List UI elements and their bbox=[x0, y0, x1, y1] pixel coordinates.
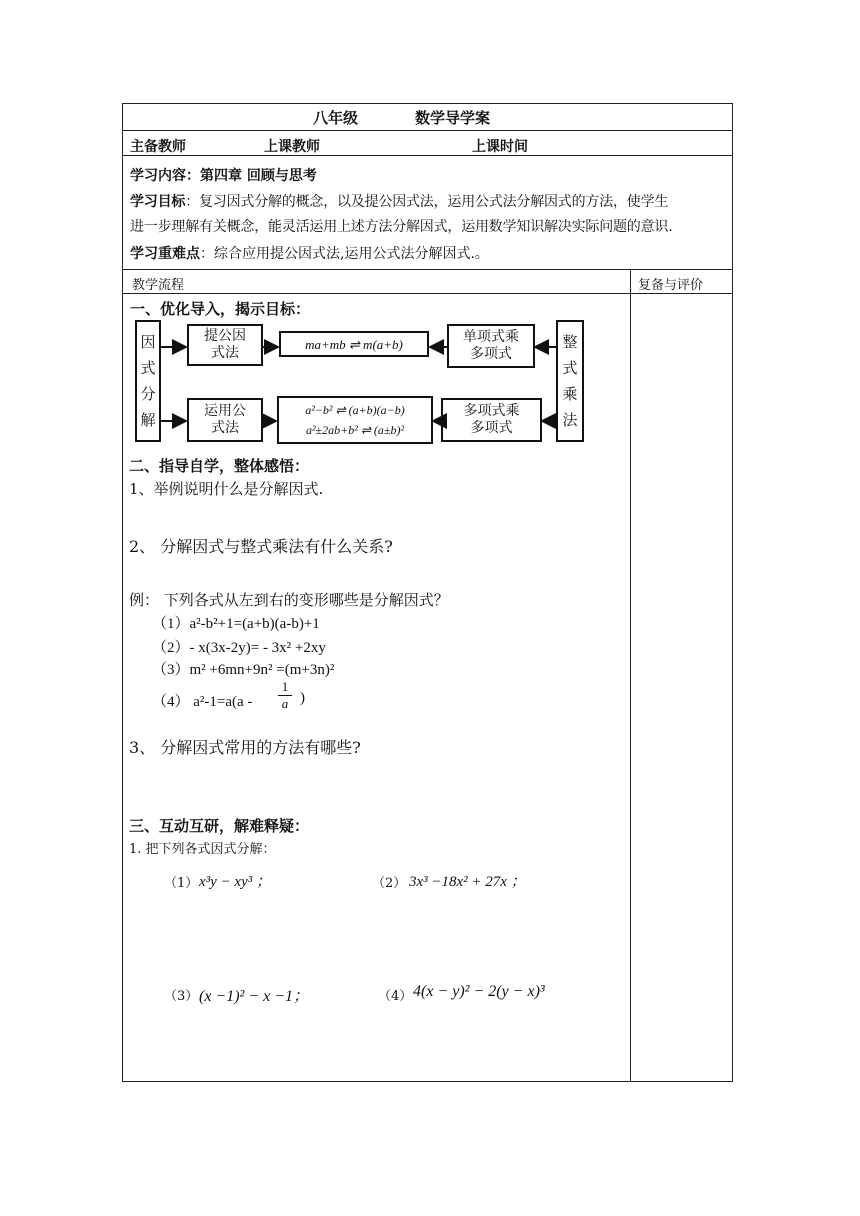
monomial-times-polynomial-box bbox=[447, 324, 535, 368]
factor-task: 1. 把下列各式因式分解： bbox=[129, 842, 276, 857]
factorization-char: 分 bbox=[140, 385, 156, 403]
example-4-prefix: （4） a²-1=a(a - bbox=[152, 694, 253, 710]
key-label: 学习重难点 bbox=[130, 246, 200, 262]
question-2: 2、 分解因式与整式乘法有什么关系? bbox=[129, 537, 393, 556]
problem-2-expression: 3x³ −18x² + 27x ； bbox=[409, 874, 526, 890]
content-label: 学习内容： bbox=[130, 168, 200, 184]
key-text: ：综合应用提公因式法,运用公式法分解因式.。 bbox=[200, 246, 489, 262]
factorization-box bbox=[135, 320, 161, 442]
multiplication-char: 乘 bbox=[562, 385, 578, 403]
difference-of-squares-formula: a²−b² ⇌ (a+b)(a−b) bbox=[305, 403, 405, 417]
example-3: （3）m² +6mn+9n² =(m+3n)² bbox=[152, 662, 335, 678]
problem-1-label: （1） bbox=[164, 876, 199, 891]
square-formulas-box bbox=[277, 396, 433, 444]
question-3: 3、 分解因式常用的方法有哪些? bbox=[129, 738, 361, 757]
factorization-char: 式 bbox=[140, 359, 156, 377]
example-1: （1）a²-b²+1=(a+b)(a-b)+1 bbox=[152, 616, 320, 632]
mult-line: 多项式 bbox=[470, 420, 513, 436]
multiplication-char: 整 bbox=[562, 333, 578, 351]
fraction-denominator: a bbox=[278, 695, 292, 712]
example-intro: 例： 下列各式从左到右的变形哪些是分解因式？ bbox=[129, 591, 449, 609]
flow-column-header: 教学流程 bbox=[132, 278, 185, 293]
problem-3-label: （3） bbox=[164, 989, 199, 1004]
section3-title: 三、互动互研，解难释疑： bbox=[129, 817, 310, 835]
polynomial-times-polynomial-box bbox=[441, 398, 542, 442]
mult-line: 多项式 bbox=[470, 346, 512, 362]
class-time-label: 上课时间 bbox=[472, 139, 528, 155]
problem-2-label: （2） bbox=[372, 876, 407, 891]
method-line: 式法 bbox=[211, 345, 239, 361]
section2-title: 二、指导自学，整体感悟： bbox=[129, 457, 310, 475]
problem-3-expression: (x −1)² − x −1； bbox=[199, 988, 310, 1005]
example-4-fraction bbox=[278, 679, 292, 712]
example-4-suffix: ) bbox=[300, 690, 305, 706]
goal-text-1: ：复习因式分解的概念，以及提公因式法，运用公式法分解因式的方法，使学生 bbox=[185, 194, 669, 210]
problem-1-expression: x³y − xy³ ； bbox=[199, 874, 271, 890]
problem-4-expression: 4(x − y)² − 2(y − x)³ bbox=[413, 983, 545, 1000]
common-factor-method-box bbox=[187, 324, 263, 366]
polynomial-multiplication-box bbox=[556, 320, 584, 442]
common-factor-formula-box: ma+mb ⇌ m(a+b) bbox=[279, 331, 429, 357]
fraction-numerator: 1 bbox=[281, 679, 289, 694]
class-teacher-label: 上课教师 bbox=[264, 139, 320, 155]
subject-title: 数学导学案 bbox=[415, 109, 491, 127]
mult-line: 多项式乘 bbox=[463, 403, 520, 419]
section1-title: 一、优化导入，揭示目标： bbox=[130, 300, 311, 318]
factorization-char: 解 bbox=[140, 411, 156, 429]
multiplication-char: 法 bbox=[562, 411, 578, 429]
lead-teacher-label: 主备教师 bbox=[130, 139, 186, 155]
method-line: 式法 bbox=[211, 420, 239, 436]
multiplication-char: 式 bbox=[562, 359, 578, 377]
question-1: 1、举例说明什么是分解因式. bbox=[129, 480, 324, 498]
factorization-char: 因 bbox=[140, 333, 156, 351]
method-line: 提公因 bbox=[204, 328, 246, 344]
formula-method-box bbox=[187, 398, 263, 442]
problem-4-label: （4） bbox=[378, 989, 413, 1004]
perfect-square-formula: a²±2ab+b² ⇌ (a±b)² bbox=[305, 423, 405, 437]
content-value: 第四章 回顾与思考 bbox=[200, 168, 317, 184]
method-line: 运用公 bbox=[204, 403, 246, 419]
example-2: （2）- x(3x-2y)= - 3x² +2xy bbox=[152, 640, 326, 656]
review-column-header: 复备与评价 bbox=[638, 278, 704, 293]
grade-title: 八年级 bbox=[313, 109, 359, 127]
goal-label: 学习目标 bbox=[130, 194, 186, 210]
mult-line: 单项式乘 bbox=[463, 329, 519, 345]
goal-text-2: 进一步理解有关概念，能灵活运用上述方法分解因式，运用数学知识解决实际问题的意识. bbox=[130, 219, 673, 235]
